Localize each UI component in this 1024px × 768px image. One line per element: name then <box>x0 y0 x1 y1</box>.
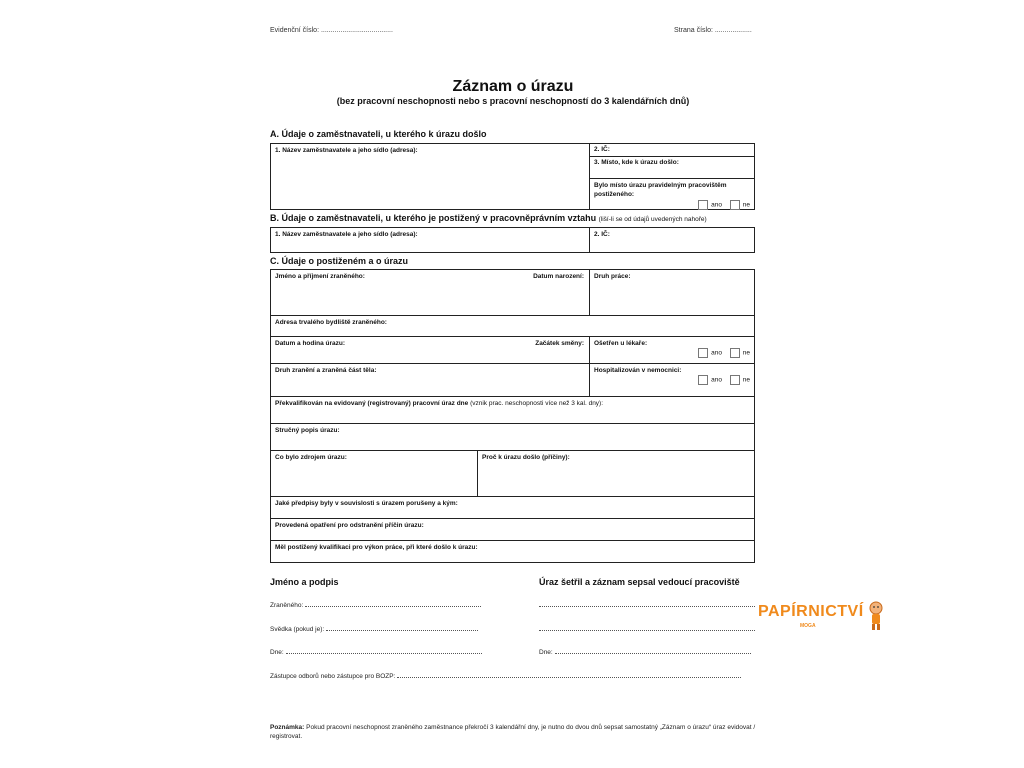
shift-start-label: Začátek směny: <box>535 340 584 347</box>
description-label: Stručný popis úrazu: <box>275 427 340 434</box>
source-label: Co bylo zdrojem úrazu: <box>275 454 347 461</box>
treated-field <box>589 336 754 363</box>
treated-yes-checkbox[interactable] <box>698 348 708 358</box>
section-b-title: B. Údaje o zaměstnavateli, u kterého je postižený v pracovněprávním vztahu <box>270 213 597 223</box>
date-time-field[interactable] <box>271 336 589 363</box>
workplace-yes-checkbox[interactable] <box>698 200 708 210</box>
description-field[interactable] <box>271 423 754 450</box>
date-line-right[interactable] <box>539 647 751 656</box>
footnote-label: Poznámka: <box>270 724 305 731</box>
hospitalized-yes-label: ano <box>711 376 722 384</box>
mascot-icon <box>866 601 886 631</box>
injured-signature-line[interactable] <box>270 600 481 609</box>
cause-label: Proč k úrazu došlo (příčiny): <box>482 454 570 461</box>
place-field[interactable] <box>589 156 754 178</box>
workplace-no-checkbox[interactable] <box>730 200 740 210</box>
hospitalized-no-label: ne <box>742 376 750 384</box>
qualification-label: Měl postižený kvalifikaci pro výkon práce, při které došlo k úrazu: <box>275 544 478 551</box>
measures-field[interactable] <box>271 518 754 540</box>
section-a-heading: A. Údaje o zaměstnavateli, u kterého k úrazu došlo <box>270 129 487 139</box>
page-number: Strana číslo: ................... <box>674 27 752 34</box>
footnote-text: Pokud pracovní neschopnost zraněného zaměstnance překročí 3 kalendářní dny, je nutno do dvou dnů sepsat samostatný „Záznam o úrazu“ úraz evidovat / registrovat. <box>270 724 756 740</box>
signature-heading-right: Úraz šetřil a záznam sepsal vedoucí pracoviště <box>539 577 740 587</box>
address-field[interactable] <box>271 315 754 336</box>
treated-label: Ošetřen u lékaře: <box>594 340 648 347</box>
job-type-label: Druh práce: <box>594 273 631 280</box>
treated-no-checkbox[interactable] <box>730 348 740 358</box>
section-c-heading: C. Údaje o postiženém a o úrazu <box>270 256 409 266</box>
source-field[interactable] <box>271 450 477 496</box>
hospitalized-no-checkbox[interactable] <box>730 375 740 385</box>
employer-name-field[interactable] <box>271 144 589 209</box>
date-label-left: Dne: <box>270 649 284 656</box>
witness-signature-label: Svědka (pokud je): <box>270 626 325 633</box>
regulations-field[interactable] <box>271 496 754 518</box>
union-rep-label: Zástupce odborů nebo zástupce pro BOZP: <box>270 673 396 680</box>
union-rep-line[interactable] <box>270 671 741 680</box>
date-label-right: Dne: <box>539 649 553 656</box>
ico-b-label: 2. IČ: <box>594 231 610 238</box>
address-label: Adresa trvalého bydliště zraněného: <box>275 319 387 326</box>
ico-label: 2. IČ: <box>594 146 610 153</box>
logo-sub: MOGA <box>800 623 816 629</box>
regulations-label: Jaké předpisy byly v souvislosti s úrazem porušeny a kým: <box>275 500 458 507</box>
injury-type-label: Druh zranění a zraněná část těla: <box>275 367 377 374</box>
requalified-field[interactable] <box>271 396 754 423</box>
regular-workplace-field <box>589 178 754 209</box>
date-time-label: Datum a hodina úrazu: <box>275 340 346 347</box>
hospitalized-yes-checkbox[interactable] <box>698 375 708 385</box>
requalified-label: Překvalifikován na evidovaný (registrovaný) pracovní úraz dne <box>275 400 469 407</box>
page-title: Záznam o úrazu <box>452 78 574 95</box>
signature-heading-left: Jméno a podpis <box>270 577 339 587</box>
manager-signature-line[interactable] <box>539 600 755 609</box>
page-subtitle: (bez pracovní neschopnosti nebo s pracovní neschopností do 3 kalendářních dnů) <box>336 96 690 106</box>
treated-yes-label: ano <box>711 349 722 357</box>
injured-signature-label: Zraněného: <box>270 602 304 609</box>
section-b-heading <box>270 213 707 223</box>
section-a-table <box>270 143 755 210</box>
hospitalized-field <box>589 363 754 396</box>
workplace-yes-label: ano <box>711 201 722 209</box>
ico-field[interactable] <box>589 144 754 156</box>
evidence-number: Evidenční číslo: ..................................... <box>270 27 393 34</box>
workplace-no-label: ne <box>742 201 750 209</box>
regular-workplace-label: Bylo místo úrazu pravidelným pracovištěm postiženého: <box>594 182 727 198</box>
cause-field[interactable] <box>477 450 754 496</box>
section-c-table <box>270 269 755 563</box>
section-b-table <box>270 227 755 253</box>
manager-signature-line-2[interactable] <box>539 624 755 633</box>
papirnictvi-logo <box>758 601 888 635</box>
measures-label: Provedená opatření pro odstranění příčin úrazu: <box>275 522 424 529</box>
employer-b-name-field[interactable] <box>271 228 589 252</box>
logo-text: PAPÍRNICTVÍ <box>758 603 864 620</box>
place-label: 3. Místo, kde k úrazu došlo: <box>594 159 679 166</box>
injury-type-field[interactable] <box>271 363 589 396</box>
hospitalized-label: Hospitalizován v nemocnici: <box>594 367 682 374</box>
form-sheet <box>230 0 796 768</box>
injured-name-field[interactable] <box>271 270 589 315</box>
qualification-field[interactable] <box>271 540 754 562</box>
treated-no-label: ne <box>742 349 750 357</box>
date-line-left[interactable] <box>270 647 482 656</box>
birth-date-label: Datum narození: <box>533 273 584 280</box>
requalified-note: (vznik prac. neschopnosti více než 3 kal. dny): <box>470 400 604 407</box>
witness-signature-line[interactable] <box>270 624 478 633</box>
job-type-field[interactable] <box>589 270 754 315</box>
ico-b-field[interactable] <box>589 228 754 252</box>
section-b-note: (liší-li se od údajů uvedených nahoře) <box>598 216 707 223</box>
employer-b-name-label: 1. Název zaměstnavatele a jeho sídlo (adresa): <box>275 231 418 238</box>
footnote <box>270 723 760 741</box>
employer-name-label: 1. Název zaměstnavatele a jeho sídlo (adresa): <box>275 147 418 154</box>
injured-name-label: Jméno a příjmení zraněného: <box>275 273 365 280</box>
